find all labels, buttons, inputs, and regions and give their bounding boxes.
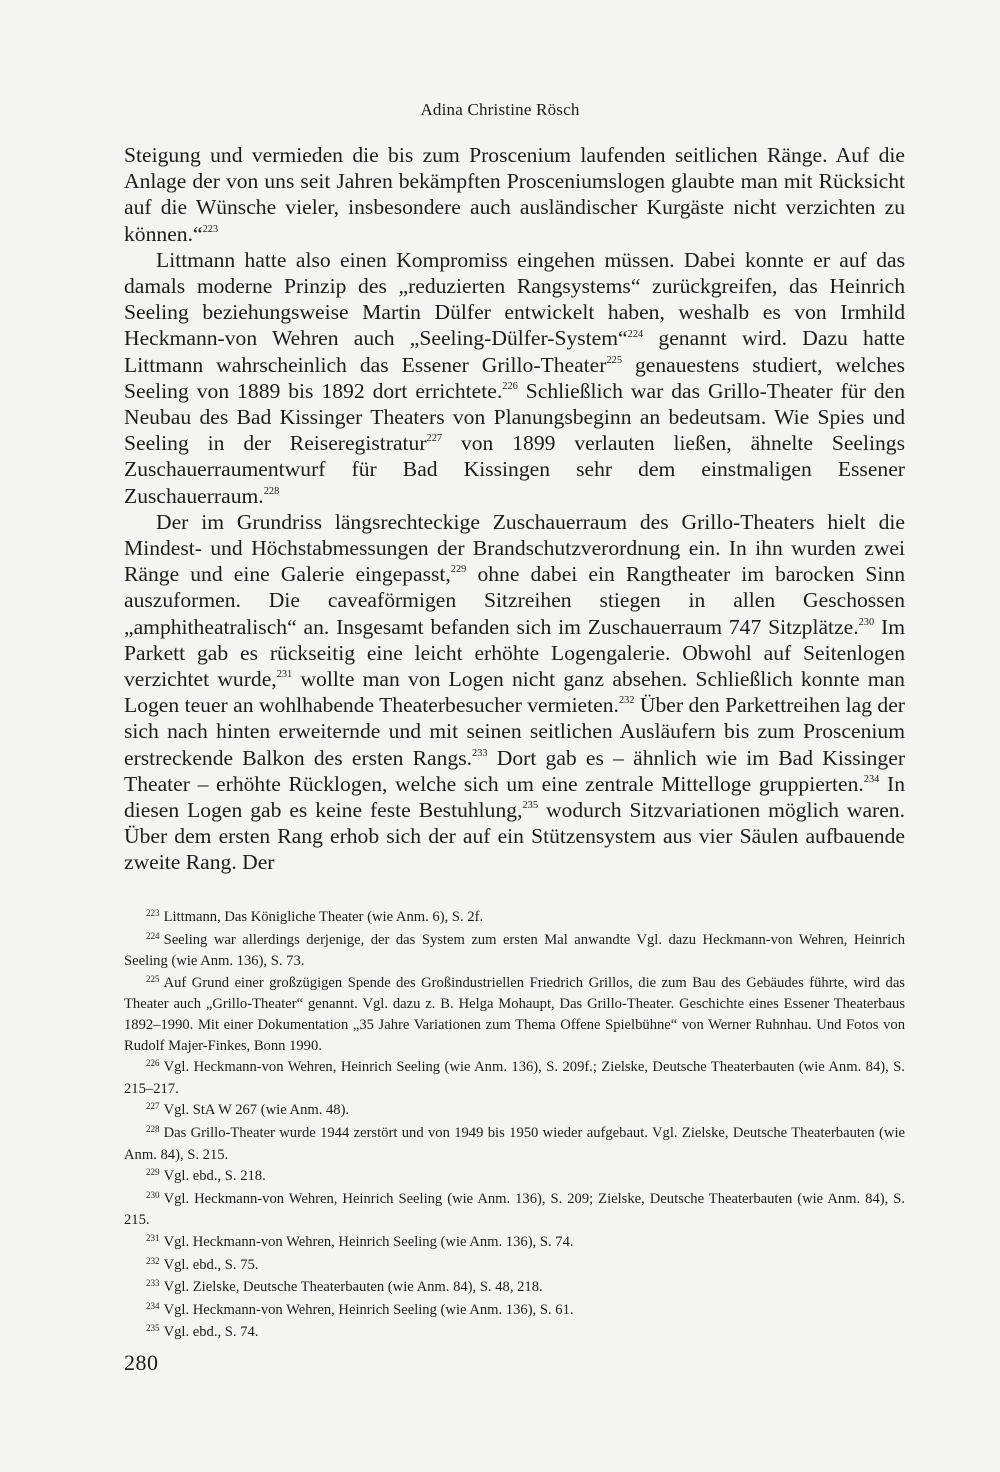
footnote — [124, 1100, 905, 1122]
main-text — [124, 142, 905, 876]
footnote — [124, 1166, 905, 1188]
footnote-text: Vgl. Heckmann-von Wehren, Heinrich Seeling (wie Anm. 136), S. 209; Zielske, Deutsche Theaterbauten (wie Anm. 84), S. 215. — [124, 1190, 905, 1229]
footnote-number: 232 — [146, 1255, 160, 1266]
footnote — [124, 973, 905, 1056]
text-run: In diesen Logen gab es keine feste Bestuhlung, — [124, 771, 905, 823]
footnote-text: Das Grillo-Theater wurde 1944 zerstört und von 1949 bis 1950 wieder aufgebaut. Vgl. Zielske, Deutsche Theaterbauten (wie Anm. 84), S. 215. — [124, 1124, 905, 1163]
footnote-text: Vgl. Heckmann-von Wehren, Heinrich Seeling (wie Anm. 136), S. 61. — [163, 1301, 574, 1318]
footnote-marker[interactable]: 232 — [618, 695, 635, 707]
footnote-marker[interactable]: 223 — [202, 223, 219, 235]
text-run: wodurch Sitzvariationen möglich waren. Über dem ersten Rang erhob sich der auf ein Stützensystem aus vier Säulen aufbauende zweite Rang. Der — [124, 798, 905, 875]
footnote-marker[interactable]: 225 — [606, 354, 622, 366]
text-run: genannt wird. Dazu hatte Littmann wahrscheinlich das Essener Grillo-Theater — [124, 326, 905, 377]
footnote — [124, 930, 905, 972]
footnote-marker[interactable]: 226 — [502, 381, 518, 393]
footnote-text: Seeling war allerdings derjenige, der das System zum ersten Mal anwandte Vgl. dazu Heckmann-von Wehren, Heinrich Seeling (wie Anm. 136), S. 73. — [124, 931, 905, 970]
footnote-number: 230 — [146, 1189, 160, 1200]
footnote-text: Vgl. Heckmann-von Wehren, Heinrich Seeling (wie Anm. 136), S. 74. — [163, 1233, 574, 1250]
text-run: genauestens studiert, welches Seeling von 1889 bis 1892 dort errichtete. — [124, 352, 905, 403]
footnote-number: 226 — [146, 1058, 160, 1069]
footnote — [124, 1277, 905, 1299]
footnote-marker[interactable]: 224 — [627, 328, 644, 340]
footnote — [124, 1123, 905, 1165]
footnote-number: 233 — [146, 1278, 160, 1289]
footnote-number: 229 — [146, 1167, 160, 1178]
text-run: Steigung und vermieden die bis zum Proscenium laufenden seitlichen Ränge. Auf die Anlage der von uns seit Jahren bekämpften Prosceniumslogen glaubte man mit Rücksicht auf die Wünsche vieler, insbesondere auch ausländischer Kurgäste nicht verzichten zu können.“ — [124, 143, 905, 246]
footnote-number: 234 — [146, 1300, 160, 1311]
footnote — [124, 907, 905, 929]
text-run: Im Parkett gab es rückseitig eine leicht erhöhte Logengalerie. Obwohl auf Seitenlogen verzichtet wurde, — [124, 614, 905, 692]
footnote-text: Vgl. Zielske, Deutsche Theaterbauten (wie Anm. 84), S. 48, 218. — [163, 1279, 543, 1296]
footnote-number: 231 — [146, 1232, 160, 1243]
footnote — [124, 1057, 905, 1099]
text-run: ohne dabei ein Rangtheater im barocken Sinn auszuformen. Die caveaförmigen Sitzreihen stiegen in allen Geschossen „amphitheatralisch“ an. Insgesamt befanden sich im Zuschauerraum 747 Sitzplätze. — [124, 562, 905, 639]
footnote-text: Vgl. ebd., S. 218. — [163, 1168, 266, 1185]
footnote-number: 235 — [146, 1323, 160, 1334]
footnote-number: 225 — [146, 973, 160, 984]
footnote-marker[interactable]: 229 — [450, 564, 467, 576]
footnote-marker[interactable]: 230 — [858, 616, 875, 628]
footnote-number: 228 — [146, 1123, 160, 1134]
footnote-text: Auf Grund einer großzügigen Spende des Großindustriellen Friedrich Grillos, die zum Bau des Gebäudes führte, wird das Theater auch „Grillo-Theater“ genannt. Vgl. dazu z. B. Helga Mohaupt, Das Grillo-Theater. Geschichte eines Essener Theaterbaus 1892–1990. Mit einer Dokumentation „35 Jahre Variationen zum Thema Offene Spielbühne“ von Werner Ruhnhau. Und Fotos von Rudolf Majer-Finkes, Bonn 1990. — [124, 974, 905, 1054]
text-run: Schließlich war das Grillo-Theater für den Neubau des Bad Kissinger Theaters von Planungsbeginn an bedeutsam. Wie Spies und Seeling in der Reiseregistratur — [124, 378, 905, 456]
footnote-marker[interactable]: 233 — [472, 747, 488, 759]
text-run: wollte man von Logen nicht ganz absehen. Schließlich konnte man Logen teuer an wohlhabende Theaterbesucher vermieten. — [124, 667, 905, 718]
page-number: 280 — [124, 1350, 159, 1375]
text-run: Der im Grundriss längsrechteckige Zuschauerraum des Grillo-Theaters hielt die Mindest- und Höchstabmessungen der Brandschutzverordnung ein. In ihn wurden zwei Ränge und eine Galerie eingepasst, — [124, 509, 905, 587]
footnote-number: 227 — [146, 1101, 160, 1112]
footnote-text: Vgl. ebd., S. 74. — [163, 1324, 259, 1341]
footnote — [124, 1232, 905, 1254]
text-run: Littmann hatte also einen Kompromiss eingehen müssen. Dabei konnte er auf das damals moderne Prinzip des „reduzierten Rangsystems“ zurückgreifen, das Heinrich Seeling beziehungsweise Martin Dülfer entwickelt haben, weshalb es von Irmhild Heckmann-von Wehren auch „Seeling-Dülfer-System“ — [124, 247, 905, 351]
paragraph-2 — [124, 247, 905, 509]
running-header: Adina Christine Rösch — [420, 100, 580, 119]
footnote-text: Vgl. StA W 267 (wie Anm. 48). — [163, 1102, 350, 1119]
paragraph-1 — [124, 142, 905, 247]
footnote-marker[interactable]: 227 — [426, 433, 443, 445]
footnote — [124, 1300, 905, 1322]
footnote-text: Vgl. Heckmann-von Wehren, Heinrich Seeling (wie Anm. 136), S. 209f.; Zielske, Deutsche Theaterbauten (wie Anm. 84), S. 215–217. — [124, 1059, 905, 1097]
footnote-marker[interactable]: 235 — [522, 800, 539, 812]
footnote — [124, 1322, 905, 1344]
footnote-marker[interactable]: 234 — [863, 774, 880, 786]
text-run: Dort gab es – ähnlich wie im Bad Kissinger Theater – erhöhte Rücklogen, welche sich um eine zentrale Mittelloge gruppierten. — [124, 745, 906, 796]
text-run: von 1899 verlauten ließen, ähnelte Seelings Zuschauerraumentwurf für Bad Kissingen sehr dem einstmaligen Essener Zuschauerraum. — [124, 431, 906, 508]
footnote — [124, 1255, 905, 1277]
footnote-text: Littmann, Das Königliche Theater (wie Anm. 6), S. 2f. — [163, 909, 484, 925]
footnote-marker[interactable]: 228 — [263, 485, 280, 497]
footnotes — [124, 907, 905, 1345]
footnote-number: 223 — [146, 908, 160, 919]
footnote-number: 224 — [146, 930, 160, 941]
paragraph-3 — [124, 509, 905, 876]
footnote-text: Vgl. ebd., S. 75. — [163, 1256, 259, 1273]
footnote-marker[interactable]: 231 — [276, 669, 293, 681]
text-run: Über den Parkettreihen lag der sich nach hinten erweiternde und mit seinen seitlichen Ausläufern bis zum Proscenium erstreckende Balkon des ersten Rangs. — [124, 693, 905, 770]
footnote — [124, 1189, 905, 1231]
